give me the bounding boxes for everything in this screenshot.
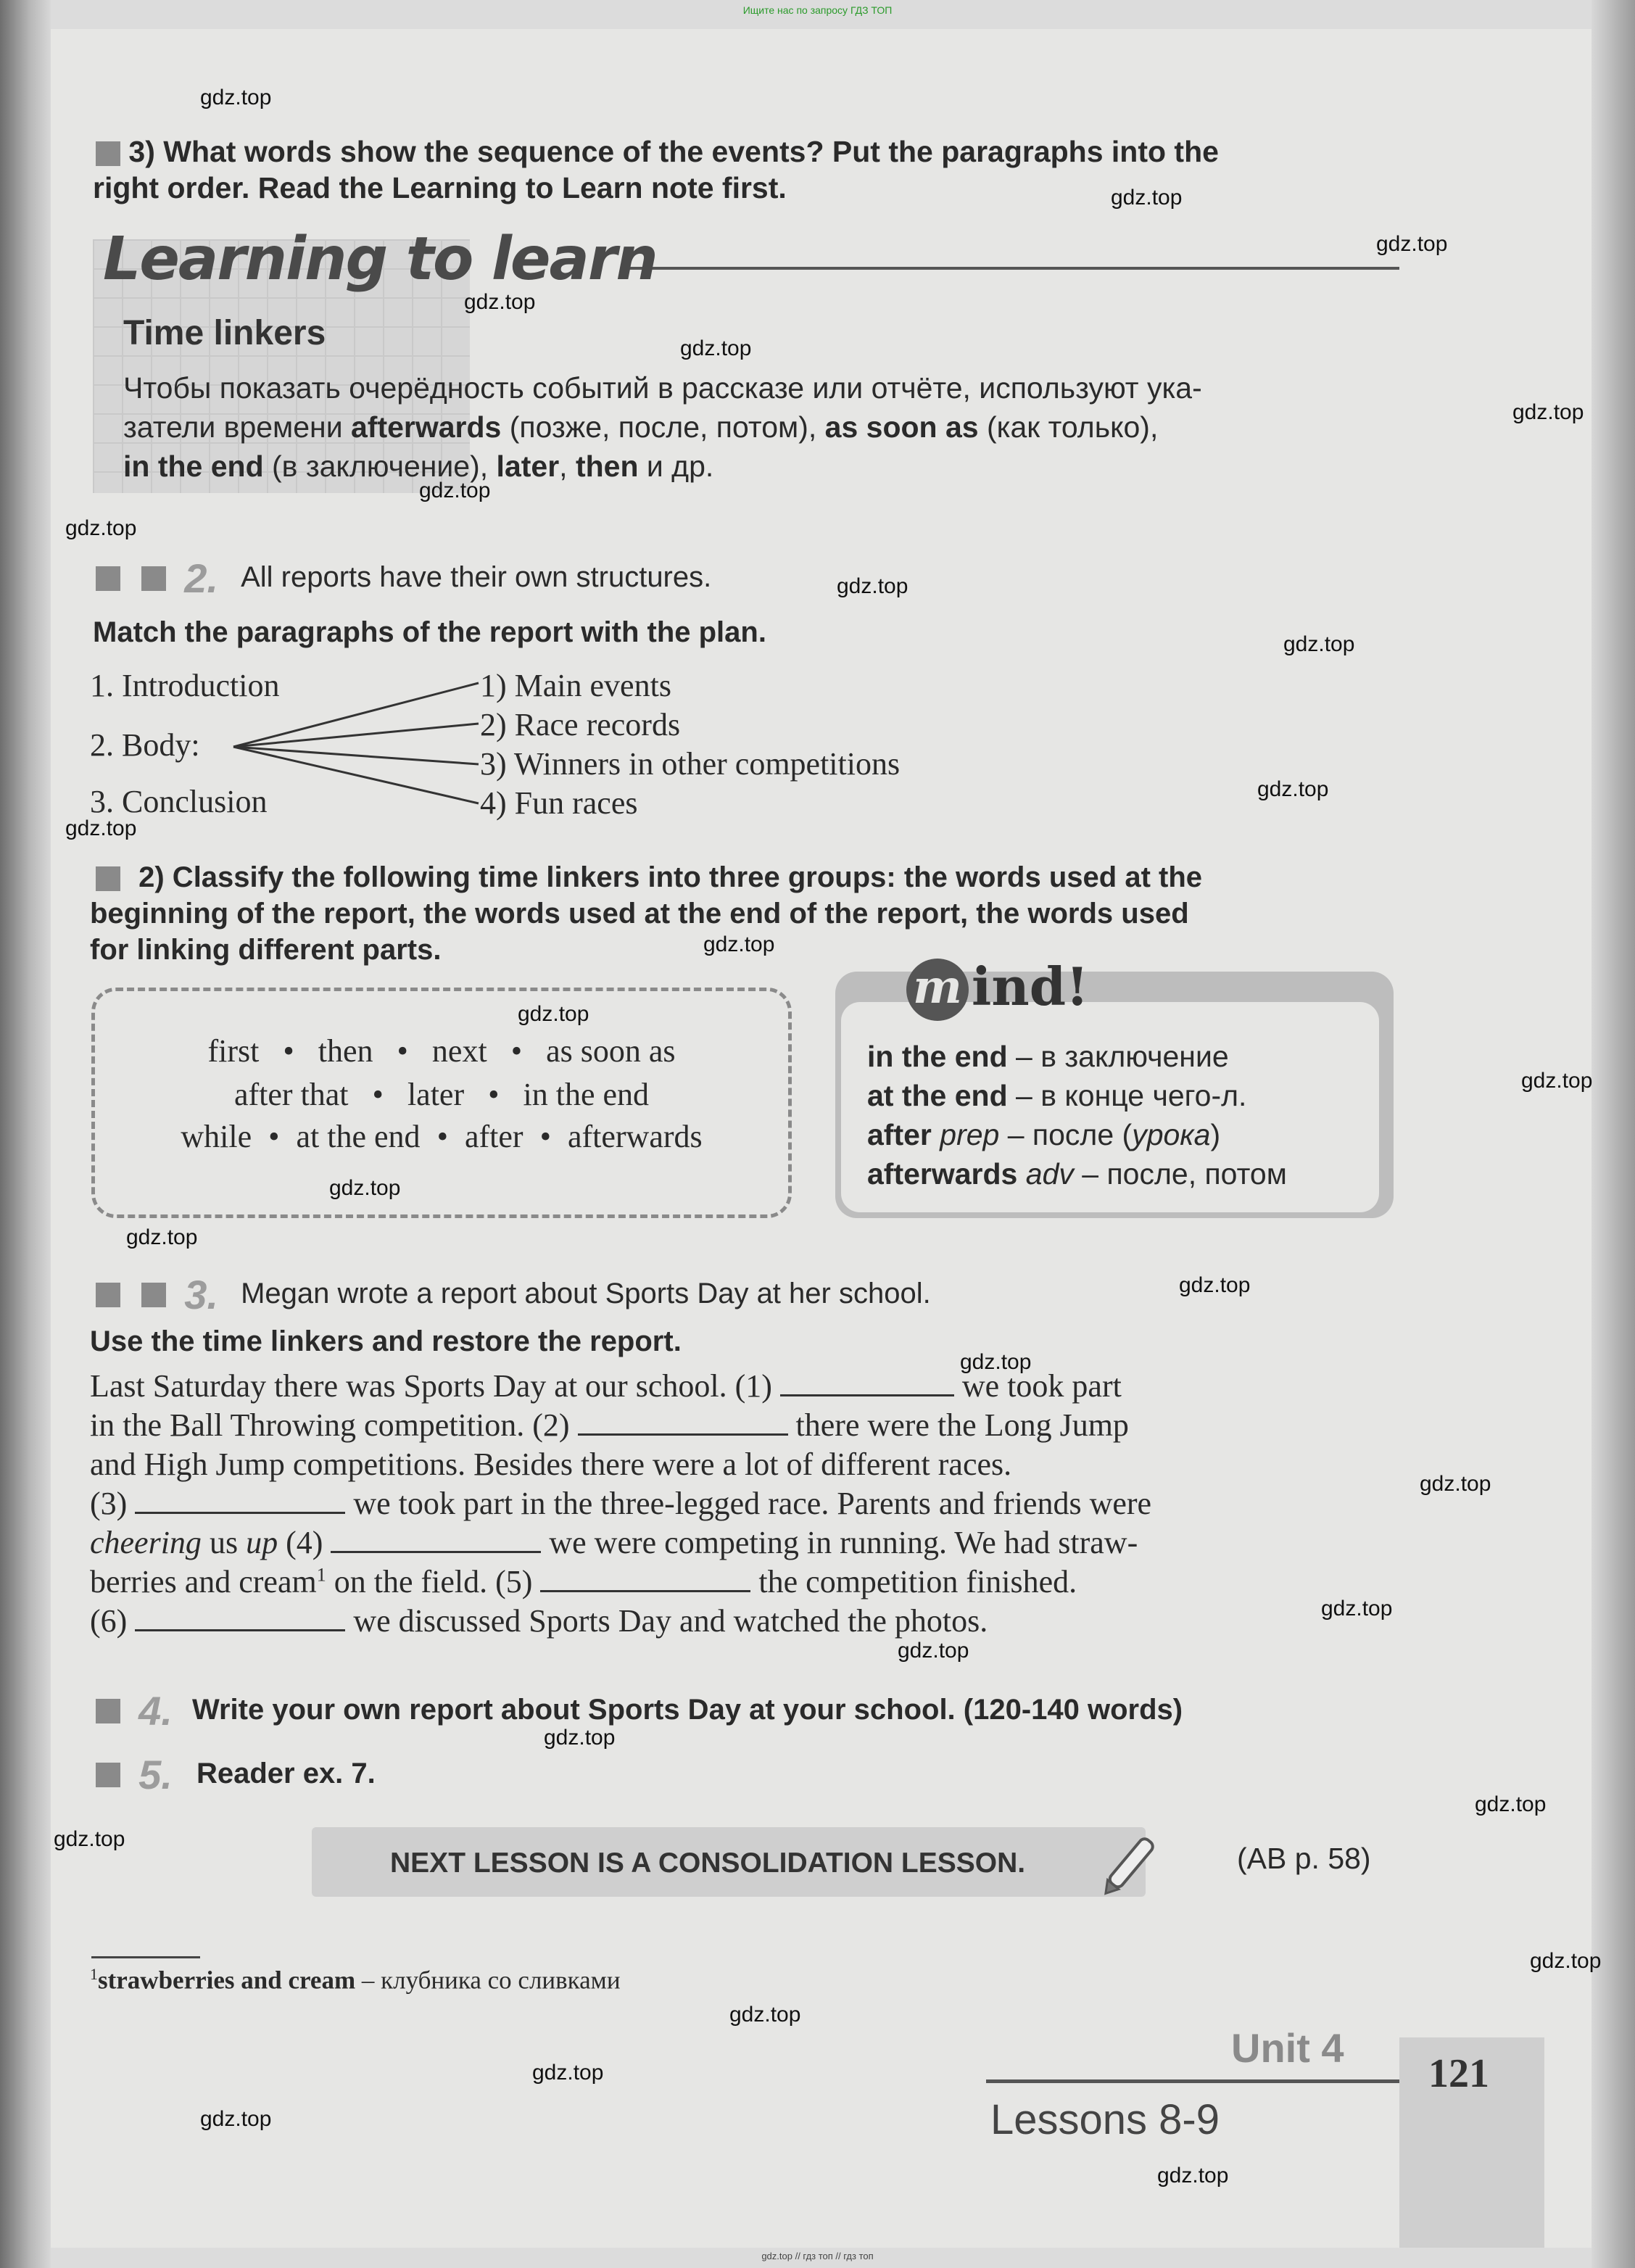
watermark: gdz.top: [518, 1002, 589, 1026]
banner-text: NEXT LESSON IS A CONSOLIDATION LESSON.: [390, 1847, 1026, 1879]
mind-entry: at the end – в конце чего-л.: [867, 1079, 1247, 1112]
ex3-header: 3. Megan wrote a report about Sports Day at her school.: [96, 1275, 931, 1315]
watermark: gdz.top: [200, 2107, 272, 2131]
watermark: gdz.top: [1512, 400, 1584, 424]
ex2-task: Match the paragraphs of the report with the plan.: [93, 616, 766, 648]
ex-sequence-line1: 3) What words show the sequence of the events? Put the paragraphs into the: [96, 135, 1219, 169]
watermark: gdz.top: [729, 2003, 801, 2027]
watermark: gdz.top: [680, 336, 752, 360]
ex4: 4. Write your own report about Sports Day at your school. (120-140 words): [96, 1691, 1183, 1731]
learning-p1: Чтобы показать очерёдность событий в рассказе или отчёте, используют ука-: [123, 371, 1202, 405]
learning-p3: in the end (в заключение), later, then и др.: [123, 450, 714, 483]
watermark: gdz.top: [837, 574, 908, 598]
mind-entry: in the end – в заключение: [867, 1040, 1229, 1073]
watermark: gdz.top: [898, 1639, 969, 1663]
notebook-icon: [96, 866, 120, 891]
watermark: gdz.top: [703, 932, 775, 956]
exercise-number: 3.: [184, 1272, 218, 1317]
linkers-row-2: after that • later • in the end: [233, 1077, 650, 1112]
report-line-3: and High Jump competitions. Besides there were a lot of different races.: [90, 1447, 1012, 1482]
home-icon: [96, 1763, 120, 1787]
learning-p2: затели времени afterwards (позже, после, потом), as soon as (как только),: [123, 410, 1159, 444]
ex2b-line1: 2) Classify the following time linkers into three groups: the words used at the: [96, 861, 1202, 894]
report-line-5: cheering us up (4) we were competing in running. We had straw-: [90, 1525, 1138, 1560]
learning-title: Learning to learn: [103, 225, 657, 294]
pen-icon: [1095, 1830, 1160, 1906]
ex2b-line3: for linking different parts.: [90, 934, 442, 966]
blank-1[interactable]: [780, 1394, 954, 1396]
watermark: gdz.top: [1521, 1069, 1593, 1093]
blank-6[interactable]: [135, 1629, 345, 1631]
blank-4[interactable]: [331, 1551, 541, 1553]
mind-entry: after prep – после (урока): [867, 1118, 1221, 1151]
plan-left-1: 1. Introduction: [90, 668, 280, 703]
report-line-1: Last Saturday there was Sports Day at our school. (1) we took part: [90, 1368, 1122, 1404]
unit-rule: [986, 2079, 1399, 2083]
plan-right-1: 1) Main events: [480, 668, 671, 703]
report-line-2: in the Ball Throwing competition. (2) there were the Long Jump: [90, 1407, 1129, 1443]
watermark: gdz.top: [1257, 777, 1329, 801]
watermark: gdz.top: [1376, 232, 1448, 256]
plan-left-3: 3. Conclusion: [90, 784, 268, 819]
exercise-number: 4.: [138, 1688, 173, 1734]
watermark: gdz.top: [464, 290, 536, 314]
blank-3[interactable]: [135, 1512, 345, 1514]
exercise-number: 5.: [138, 1752, 173, 1797]
unit-label: Unit 4: [1231, 2025, 1344, 2071]
plan-right-2: 2) Race records: [480, 707, 681, 742]
mind-entry: afterwards adv – после, потом: [867, 1157, 1287, 1191]
watermark: gdz.top: [65, 816, 137, 840]
watermark: gdz.top: [532, 2061, 604, 2085]
plan-right-3: 3) Winners in other competitions: [480, 746, 901, 782]
blank-5[interactable]: [540, 1590, 750, 1592]
top-note: Ищите нас по запросу ГДЗ ТОП: [742, 4, 893, 16]
report-line-4: (3) we took part in the three-legged race. Parents and friends were: [90, 1486, 1152, 1521]
match-line-1: [233, 683, 479, 747]
watermark: gdz.top: [1321, 1597, 1393, 1621]
exercise-number: 2.: [184, 555, 218, 601]
ex-sequence-line2: right order. Read the Learning to Learn note first.: [93, 171, 787, 204]
watermark: gdz.top: [200, 86, 272, 109]
watermark: gdz.top: [54, 1827, 125, 1851]
exam-icon: [141, 1283, 166, 1307]
ex5: 5. Reader ex. 7.: [96, 1755, 376, 1795]
watermark: gdz.top: [126, 1225, 198, 1249]
watermark: gdz.top: [1111, 186, 1183, 210]
plan-right-4: 4) Fun races: [480, 785, 638, 821]
watermark: gdz.top: [329, 1176, 401, 1200]
watermark: gdz.top: [1283, 632, 1355, 656]
notebook-icon: [96, 1283, 120, 1307]
report-line-6: berries and cream$^1$ on the field. (5) the competition finished.: [90, 1564, 1077, 1599]
ex2b-line2: beginning of the report, the words used at the end of the report, the words used: [90, 898, 1189, 930]
blank-2[interactable]: [578, 1433, 788, 1436]
plan-left-2: 2. Body:: [90, 727, 200, 763]
watermark: gdz.top: [419, 479, 491, 502]
page-number: 121: [1428, 2051, 1489, 2096]
watermark: gdz.top: [1179, 1273, 1251, 1297]
banner-ref: (AB p. 58): [1237, 1842, 1371, 1875]
report-line-7: (6) we discussed Sports Day and watched the photos.: [90, 1603, 988, 1639]
match-line-2: [233, 724, 479, 747]
linkers-row-3: while • at the end • after • afterwards: [181, 1119, 703, 1154]
footnote: $^1$strawberries and cream – клубника со сливками: [90, 1965, 621, 1995]
ex2-header: 2. All reports have their own structures.: [96, 558, 711, 599]
notebook-icon: [96, 1699, 120, 1723]
watermark: gdz.top: [1420, 1472, 1491, 1496]
lessons-label: Lessons 8-9: [990, 2096, 1220, 2143]
watermark: gdz.top: [544, 1726, 616, 1750]
watermark: gdz.top: [1475, 1792, 1547, 1816]
matching-lines: [0, 0, 1635, 870]
linkers-row-1: first • then • next • as soon as: [207, 1033, 676, 1069]
watermark: gdz.top: [65, 516, 137, 540]
watermark: gdz.top: [1157, 2164, 1229, 2188]
watermark: gdz.top: [1530, 1949, 1602, 1973]
learning-subtitle: Time linkers: [123, 314, 326, 352]
watermark: gdz.top: [960, 1350, 1032, 1374]
ex3-task: Use the time linkers and restore the report.: [90, 1325, 682, 1357]
bottom-note: gdz.top // гдз топ // гдз топ: [761, 2251, 874, 2261]
mind-logo-circle: m: [906, 959, 969, 1021]
footnote-rule: [91, 1956, 200, 1958]
mind-title: ind!: [972, 956, 1089, 1017]
